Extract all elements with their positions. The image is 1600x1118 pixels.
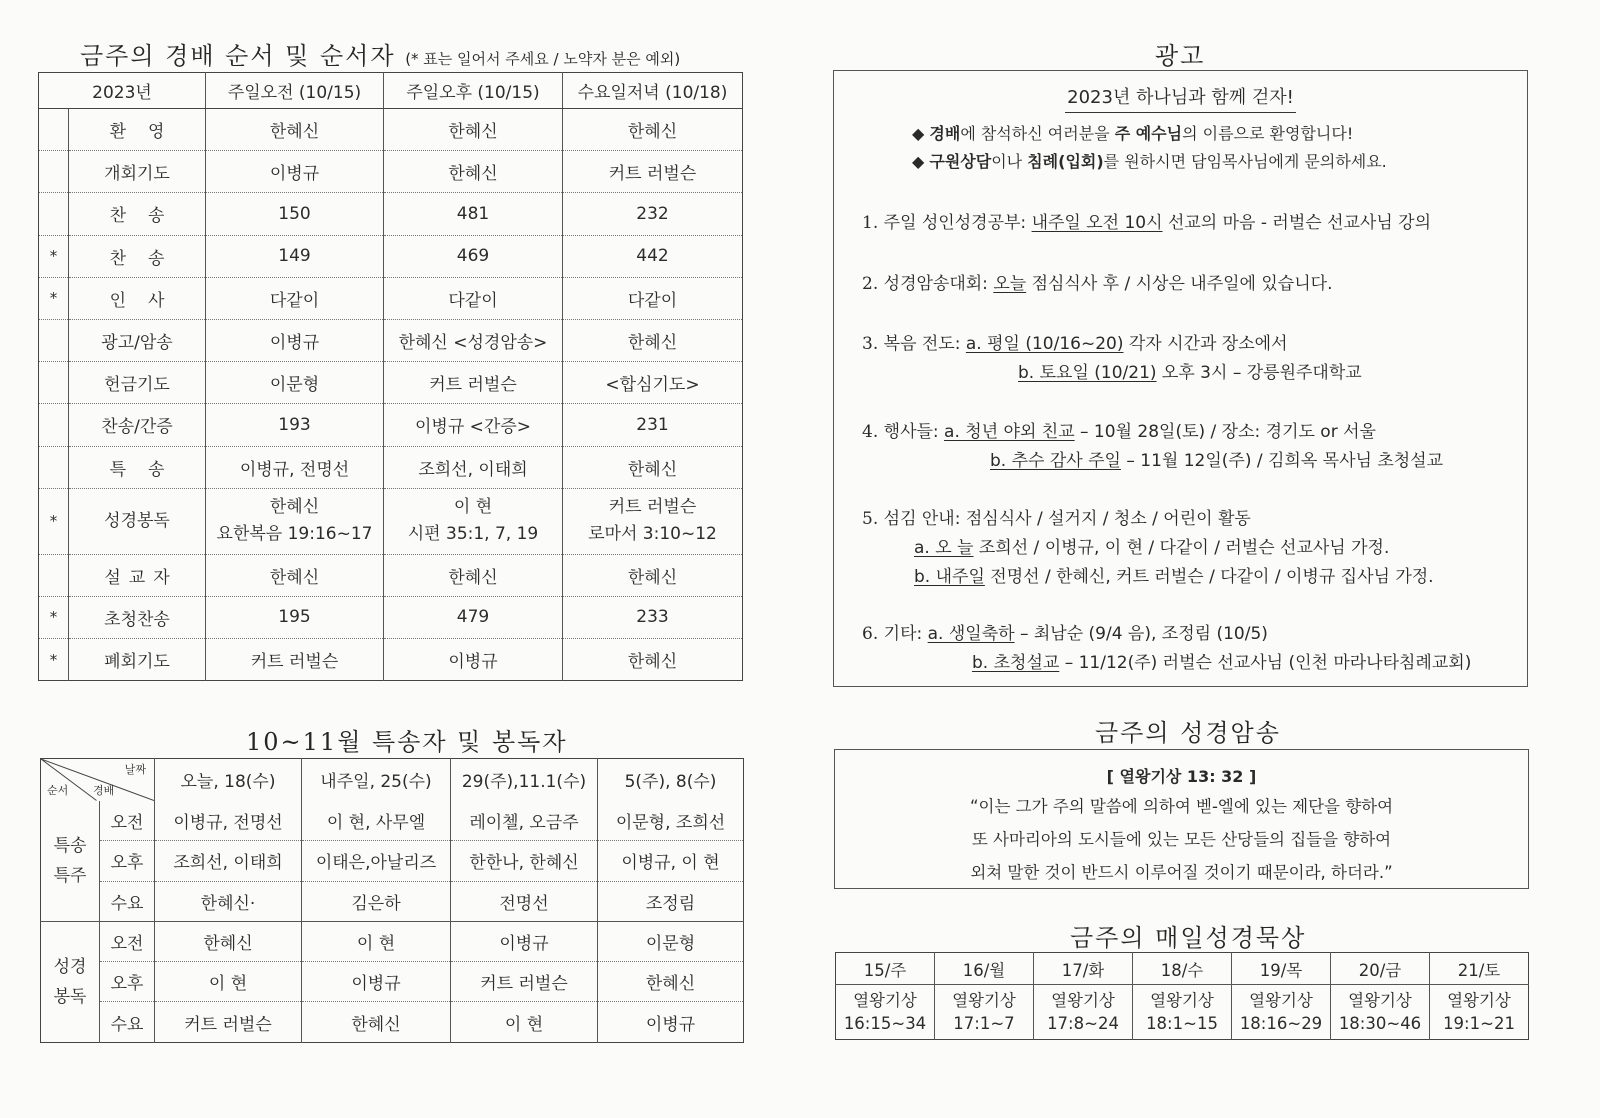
date-header: 29(주),11.1(수): [451, 759, 598, 801]
service-item: 찬송: [69, 235, 206, 277]
special-schedule-table: [40, 758, 744, 1043]
leader-cell: <합심기도>: [563, 362, 743, 404]
passage-range: 19:1~21: [1443, 1014, 1515, 1033]
memory-verse-box: [834, 749, 1529, 889]
book-name: 열왕기상: [1348, 991, 1412, 1010]
corner-label-order: 순서: [47, 783, 69, 797]
passage-range: 18:30~46: [1338, 1014, 1422, 1033]
daily-devotion-title: [1070, 918, 1306, 953]
item-number: 5.: [862, 509, 879, 529]
announcement-item: [862, 329, 1288, 354]
assignee-cell: 이 현, 사무엘: [302, 801, 451, 841]
service-label: 오후: [100, 962, 155, 1002]
stand-marker: *: [39, 235, 69, 277]
bold-text: 침례(입회): [1027, 152, 1104, 171]
text: 에 참석하신 여러분을: [960, 124, 1115, 143]
service-item: 폐회기도: [69, 639, 206, 681]
item-label: 행사들:: [883, 422, 939, 442]
leader-cell: 한혜신: [206, 109, 384, 151]
diagonal-corner-cell: [41, 759, 155, 801]
leader-cell: 이병규: [206, 319, 384, 361]
service-item: 인사: [69, 277, 206, 319]
leader-cell: 이문형: [206, 362, 384, 404]
announcement-subline: [914, 533, 1389, 558]
title-text: 금주의 성경암송: [1095, 719, 1281, 747]
assignee-cell: 이병규, 이 현: [598, 841, 744, 881]
group-label-line: 특주: [53, 865, 87, 886]
header-sunday-pm: 주일오후 (10/15): [384, 73, 563, 109]
announcements-title: [1155, 36, 1205, 71]
table-row: [39, 362, 743, 404]
item-detail: 오후 3시 – 강릉원주대학교: [1156, 363, 1362, 383]
item-number: 4.: [862, 422, 879, 442]
header-wednesday: 수요일저녁 (10/18): [563, 73, 743, 109]
leader-cell: 한혜신: [563, 319, 743, 361]
leader-cell: 이병규, 전명선: [206, 446, 384, 488]
leader-cell: 193: [206, 404, 384, 446]
leader-cell: 조희선, 이태희: [384, 446, 563, 488]
leader-cell: 232: [563, 193, 743, 235]
scripture-ref: 시편 35:1, 7, 19: [407, 524, 539, 545]
item-detail: 점심식사 후 / 시상은 내주일에 있습니다.: [1026, 274, 1333, 294]
assignee-cell: 커트 러벌슨: [451, 962, 598, 1002]
table-row: [39, 109, 743, 151]
announcement-subline: [990, 446, 1443, 471]
leader-cell: 이병규: [206, 151, 384, 193]
leader-cell: 195: [206, 596, 384, 638]
table-header-row: [39, 73, 743, 109]
date-header: 내주일, 25(수): [302, 759, 451, 801]
announcement-item: [862, 504, 1251, 529]
leader-cell: 한혜신: [563, 446, 743, 488]
leader-cell: 한혜신: [627, 652, 678, 673]
assignee-cell: 조희선, 이태희: [155, 841, 302, 881]
passage-range: 17:1~7: [953, 1014, 1015, 1033]
header-sunday-am: 주일오전 (10/15): [206, 73, 384, 109]
item-detail: – 11/12(주) 러벌슨 선교사님 (인천 마라나타침례교회): [1059, 653, 1472, 673]
leader-cell: [384, 488, 563, 554]
assignee-cell: 커트 러벌슨: [155, 1002, 302, 1042]
passage-cell: [1331, 985, 1430, 1040]
item-detail: 각자 시간과 장소에서: [1123, 334, 1288, 354]
leader-cell: 149: [206, 235, 384, 277]
announcements-box: [833, 70, 1528, 687]
service-item: 찬송/간증: [69, 404, 206, 446]
title-text: 광고: [1155, 42, 1206, 70]
book-name: 열왕기상: [1447, 991, 1511, 1010]
assignee-cell: 조정림: [598, 881, 744, 921]
leader-cell: 한혜신: [384, 554, 563, 596]
assignee-cell: 이병규: [302, 962, 451, 1002]
day-header: 19/목: [1232, 953, 1331, 985]
service-label: 오전: [100, 801, 155, 841]
passage-cell: [935, 985, 1034, 1040]
verse-line: 또 사마리아의 도시들에 있는 모든 산당들의 집들을 향하여: [971, 830, 1392, 849]
day-header: 16/월: [935, 953, 1034, 985]
assignee-cell: 김은하: [302, 881, 451, 921]
table-row: [41, 921, 744, 961]
table-row: [39, 193, 743, 235]
assignee-cell: 이문형: [598, 921, 744, 961]
leader-cell: 이병규: [384, 639, 563, 681]
underlined-text: 오늘: [993, 274, 1027, 294]
stand-marker: [39, 362, 69, 404]
leader-cell: 한혜신: [206, 554, 384, 596]
service-item: 헌금기도: [69, 362, 206, 404]
item-number: 1.: [862, 213, 879, 233]
book-name: 열왕기상: [853, 991, 917, 1010]
table-row: [39, 277, 743, 319]
stand-marker: *: [39, 596, 69, 638]
book-name: 열왕기상: [952, 991, 1016, 1010]
table-row: [39, 488, 743, 554]
leader-cell: 한혜신 <성경암송>: [384, 319, 563, 361]
passage-range: 18:1~15: [1146, 1014, 1218, 1033]
passage-range: 18:16~29: [1239, 1014, 1323, 1033]
leader-cell: 다같이: [206, 277, 384, 319]
item-detail: 점심식사 / 설거지 / 청소 / 어린이 활동: [965, 509, 1251, 529]
service-label: 수요: [100, 1002, 155, 1042]
date-header: 오늘, 18(수): [155, 759, 302, 801]
leader-cell: 이병규 <간증>: [384, 404, 563, 446]
leader-cell: 커트 러벌슨: [563, 151, 743, 193]
underlined-text: b. 초청설교: [972, 653, 1060, 673]
assignee-cell: 이 현: [302, 921, 451, 961]
stand-marker: *: [39, 488, 69, 554]
service-item: 찬송: [69, 193, 206, 235]
reader-name: 이 현: [453, 497, 493, 518]
service-label: 오후: [100, 841, 155, 881]
underlined-text: b. 추수 감사 주일: [990, 451, 1121, 471]
item-detail: – 11월 12일(주) / 김희옥 목사님 초청설교: [1120, 451, 1444, 471]
underlined-text: 내주일 오전 10시: [1031, 213, 1163, 233]
book-name: 열왕기상: [1249, 991, 1313, 1010]
table-row: [39, 596, 743, 638]
stand-marker: [39, 554, 69, 596]
bold-text: 주 예수님: [1114, 124, 1183, 143]
verse-reference: [ 열왕기상 13: 32 ]: [1106, 767, 1257, 786]
passage-cell: [1034, 985, 1133, 1040]
assignee-cell: 이태은,아날리즈: [302, 841, 451, 881]
underlined-text: a. 오 늘: [914, 538, 974, 558]
table-row: [41, 801, 744, 841]
scripture-ref: 요한복음 19:16~17: [216, 524, 373, 545]
assignee-cell: 이병규, 전명선: [155, 801, 302, 841]
passage-range: 16:15~34: [843, 1014, 927, 1033]
announcement-item: [862, 417, 1376, 442]
assignee-cell: 한한나, 한혜신: [451, 841, 598, 881]
passage-cell: [836, 985, 935, 1040]
assignee-cell: 전명선: [451, 881, 598, 921]
day-header: 15/주: [836, 953, 935, 985]
order-of-service-title: [80, 36, 680, 71]
date-header: 5(주), 8(수): [624, 772, 717, 793]
assignee-cell: 한혜신: [302, 1002, 451, 1042]
item-number: 3.: [862, 334, 879, 354]
leader-cell: [206, 488, 384, 554]
passage-cell: [1430, 985, 1529, 1040]
diamond-icon: ◆: [912, 152, 930, 171]
service-item: 개회기도: [69, 151, 206, 193]
book-name: 열왕기상: [1150, 991, 1214, 1010]
announcement-item: [862, 208, 1431, 233]
service-item: 성경봉독: [69, 488, 206, 554]
welcome-bullet: [912, 121, 1353, 144]
day-row: [836, 953, 1529, 985]
item-detail: 조희선 / 이병규, 이 현 / 다같이 / 러벌슨 선교사님 가정.: [973, 538, 1390, 558]
day-header: 17/화: [1034, 953, 1133, 985]
table-row: [39, 404, 743, 446]
table-row: [41, 841, 744, 881]
special-schedule-title: [246, 722, 568, 757]
leader-cell: 233: [563, 596, 743, 638]
table-row: [39, 554, 743, 596]
verse-line: 외쳐 말한 것이 반드시 이루어질 것이기 때문이라, 하더라.”: [970, 863, 1393, 882]
item-label: 섬김 안내:: [883, 509, 961, 529]
title-subtitle: (* 표는 일어서 주세요 / 노약자 분은 예외): [405, 50, 681, 68]
leader-cell: 커트 러벌슨: [206, 639, 384, 681]
table-row: [39, 235, 743, 277]
leader-cell: 한혜신: [384, 151, 563, 193]
day-header: 20/금: [1331, 953, 1430, 985]
leader-cell: 한혜신: [384, 109, 563, 151]
corner-label-service: 경배: [93, 783, 115, 797]
table-header-row: [41, 759, 744, 801]
day-header: 21/토: [1430, 953, 1529, 985]
service-item: 환영: [69, 109, 206, 151]
table-row: [39, 446, 743, 488]
assignee-cell: 이 현: [155, 962, 302, 1002]
leader-cell: 한혜신: [563, 554, 743, 596]
item-number: 6.: [862, 624, 879, 644]
leader-cell: 481: [384, 193, 563, 235]
verse-line: “이는 그가 주의 말씀에 의하여 벧-엘에 있는 제단을 향하여: [969, 797, 1394, 816]
text: 의 이름으로 환영합니다!: [1182, 124, 1354, 143]
service-item: 광고/암송: [69, 319, 206, 361]
stand-marker: [39, 319, 69, 361]
assignee-cell: 한혜신: [155, 921, 302, 961]
text: 를 원하시면 담임목사님에게 문의하세요.: [1103, 152, 1387, 171]
title-text: 금주의 매일성경묵상: [1070, 924, 1307, 952]
group-label-line: 봉독: [53, 986, 87, 1007]
leader-cell: [563, 488, 743, 554]
announcement-item: [862, 619, 1268, 644]
group-label: [41, 801, 100, 922]
service-label: 수요: [100, 881, 155, 921]
announcement-subline: [914, 562, 1434, 587]
stand-marker: *: [39, 639, 69, 681]
order-of-service-table: [38, 72, 743, 681]
stand-marker: [39, 151, 69, 193]
service-item: 초청찬송: [69, 596, 206, 638]
slogan-text: 2023년 하나님과 함께 걷자!: [1065, 87, 1296, 113]
group-label-line: 성경: [53, 956, 87, 977]
item-label: 주일 성인성경공부:: [883, 213, 1027, 233]
assignee-cell: 이문형, 조희선: [598, 801, 744, 841]
leader-cell: 150: [206, 193, 384, 235]
underlined-text: b. 토요일 (10/21): [1018, 363, 1157, 383]
reader-name: 커트 러벌슨: [608, 497, 697, 518]
corner-label-date: 날짜: [124, 763, 146, 776]
diamond-icon: ◆: [912, 124, 930, 143]
stand-marker: *: [39, 277, 69, 319]
table-row: [41, 1002, 744, 1042]
passage-row: [836, 985, 1529, 1040]
item-label: 성경암송대회:: [883, 274, 988, 294]
leader-cell: 442: [563, 235, 743, 277]
group-label-line: 특송: [53, 835, 87, 856]
leader-cell: 한혜신: [563, 109, 743, 151]
item-label: 기타:: [883, 624, 923, 644]
announcement-item: [862, 269, 1332, 294]
passage-cell: [1133, 985, 1232, 1040]
announcement-subline: [972, 648, 1471, 673]
day-header: 18/수: [1133, 953, 1232, 985]
service-label: 오전: [100, 921, 155, 961]
book-name: 열왕기상: [1051, 991, 1115, 1010]
daily-devotion-table: [835, 952, 1529, 1040]
assignee-cell: 한혜신: [598, 962, 744, 1002]
text: 이나: [991, 152, 1028, 171]
stand-marker: [39, 404, 69, 446]
assignee-cell: 이병규: [451, 921, 598, 961]
leader-cell: 커트 러벌슨: [384, 362, 563, 404]
assignee-cell: 이 현: [451, 1002, 598, 1042]
assignee-cell: 이병규: [645, 1014, 696, 1035]
title-text: 10~11월 특송자 및 봉독자: [246, 728, 568, 756]
table-row: [39, 639, 743, 681]
passage-range: 17:8~24: [1047, 1014, 1119, 1033]
group-label: [41, 921, 100, 1042]
header-year: 2023년: [39, 73, 206, 109]
table-row: [41, 962, 744, 1002]
bold-text: 구원상담: [929, 152, 992, 171]
assignee-cell: 한혜신·: [155, 881, 302, 921]
welcome-bullet: [912, 149, 1387, 172]
service-item: 특송: [69, 446, 206, 488]
underlined-text: a. 청년 야외 친교: [944, 422, 1075, 442]
memory-verse-title: [1095, 713, 1281, 748]
leader-cell: 469: [384, 235, 563, 277]
stand-marker: [39, 446, 69, 488]
reader-name: 한혜신: [269, 497, 320, 518]
underlined-text: a. 평일 (10/16~20): [965, 334, 1124, 354]
item-detail: – 10월 28일(토) / 장소: 경기도 or 서울: [1074, 422, 1376, 442]
leader-cell: 231: [563, 404, 743, 446]
underlined-text: b. 내주일: [914, 567, 985, 587]
title-text: 금주의 경배 순서 및 순서자: [80, 42, 396, 70]
announcement-subline: [1018, 358, 1362, 383]
table-row: [39, 319, 743, 361]
leader-cell: 479: [384, 596, 563, 638]
item-detail: 선교의 마음 - 러벌슨 선교사님 강의: [1162, 213, 1432, 233]
stand-marker: [39, 109, 69, 151]
table-row: [41, 881, 744, 921]
passage-cell: [1232, 985, 1331, 1040]
item-number: 2.: [862, 274, 879, 294]
item-detail: 전명선 / 한혜신, 커트 러벌슨 / 다같이 / 이병규 집사님 가정.: [984, 567, 1434, 587]
table-row: [39, 151, 743, 193]
leader-cell: 다같이: [384, 277, 563, 319]
leader-cell: 다같이: [563, 277, 743, 319]
underlined-text: a. 생일축하: [927, 624, 1015, 644]
slogan: [834, 83, 1527, 109]
scripture-ref: 로마서 3:10~12: [588, 524, 717, 545]
assignee-cell: 레이첼, 오금주: [451, 801, 598, 841]
stand-marker: [39, 193, 69, 235]
item-detail: – 최남순 (9/4 음), 조정림 (10/5): [1014, 624, 1268, 644]
item-label: 복음 전도:: [883, 334, 961, 354]
bold-text: 경배: [929, 124, 961, 143]
service-item: 설교자: [69, 554, 206, 596]
